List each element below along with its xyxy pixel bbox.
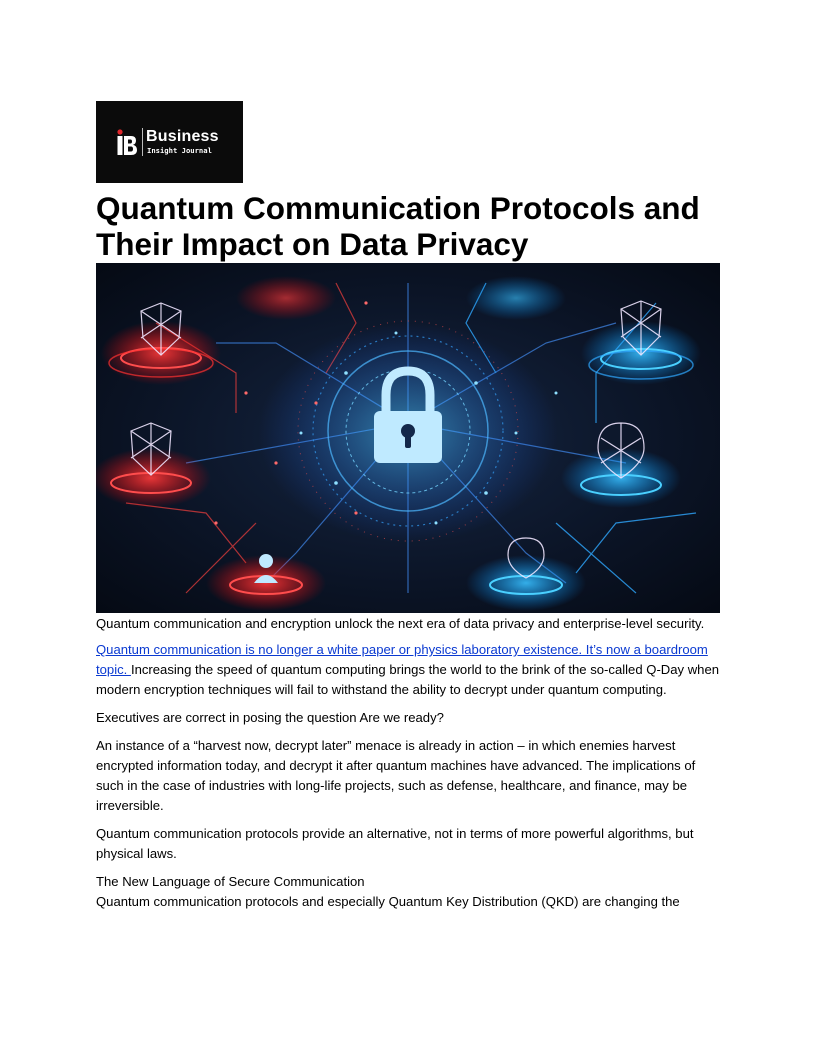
intro-paragraph [96, 640, 721, 700]
intro-paragraph-text: Increasing the speed of quantum computing brings the world to the brink of the so-called Q-Day when modern encryption techniques will fail to withstand the ability to decrypt under quantum computing. [96, 662, 720, 697]
brand-subtitle: Insight Journal [147, 146, 212, 155]
brand-mark-icon [116, 129, 138, 157]
logo-divider [142, 128, 143, 156]
brand-name: Business [146, 128, 219, 145]
paragraph-5: Quantum communication protocols and especially Quantum Key Distribution (QKD) are changing the [96, 894, 680, 909]
paragraph-2: Executives are correct in posing the question Are we ready? [96, 710, 444, 725]
brand-logo[interactable] [96, 101, 243, 183]
article-title: Quantum Communication Protocols and Their Impact on Data Privacy [96, 190, 700, 262]
section-heading: The New Language of Secure Communication [96, 874, 365, 889]
hero-image [96, 263, 720, 613]
image-caption: Quantum communication and encryption unlock the next era of data privacy and enterprise-level security. [96, 616, 705, 631]
paragraph-3: An instance of a “harvest now, decrypt later” menace is already in action – in which enemies harvest encrypted information today, and decrypt it after quantum machines have advanced. The implications of such in the case of industries with long-life projects, such as defense, healthcare, and finance, may be irreversible. [96, 738, 696, 813]
article-body [96, 614, 721, 920]
intro-link[interactable]: Quantum communication is no longer a white paper or physics laboratory existence. It’s now a boardroom topic. [96, 642, 708, 677]
paragraph-4: Quantum communication protocols provide an alternative, not in terms of more powerful algorithms, but physical laws. [96, 826, 694, 861]
